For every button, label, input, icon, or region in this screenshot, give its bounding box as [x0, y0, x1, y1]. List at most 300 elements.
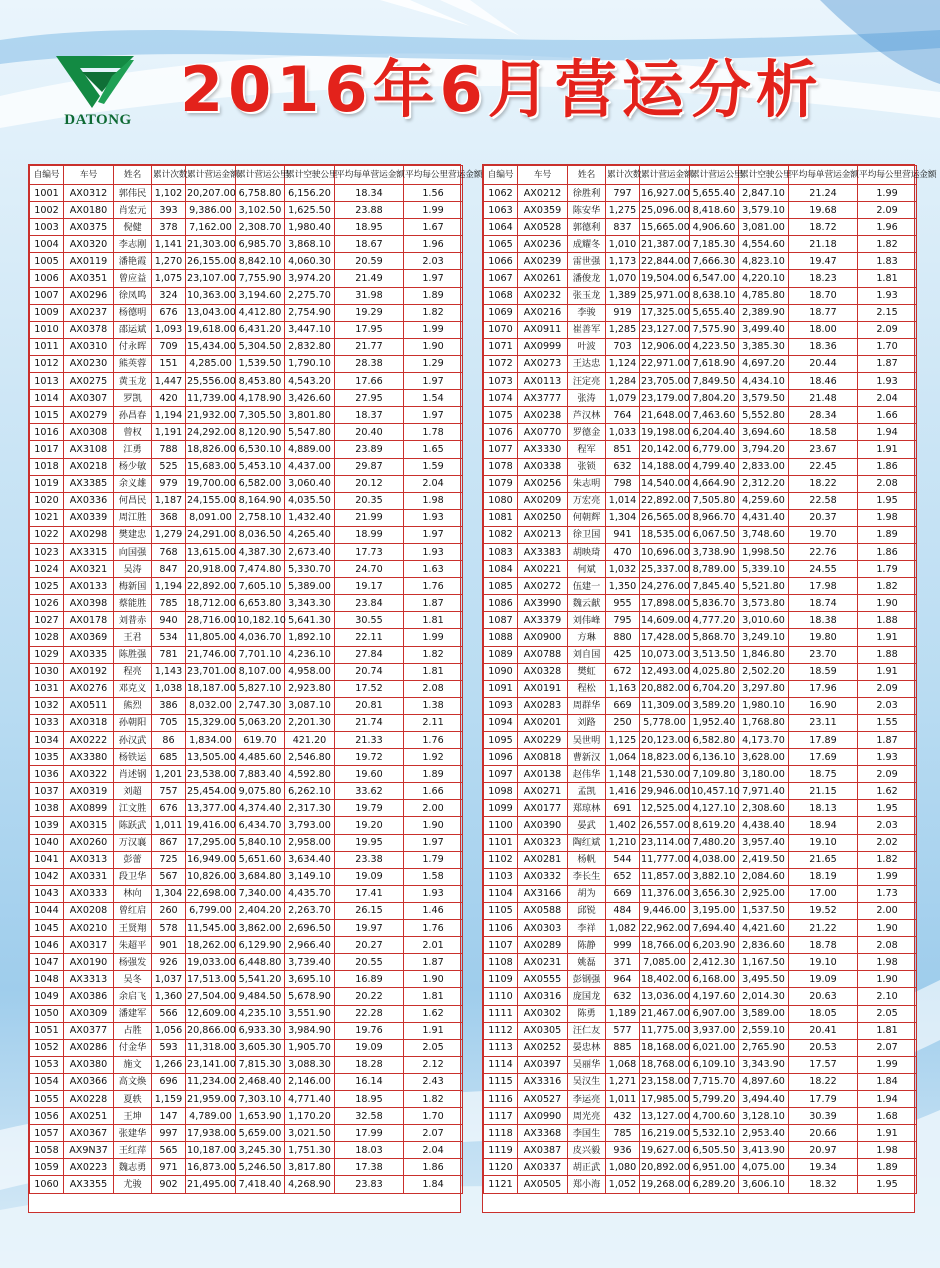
cell-trip-count: 1,194 [152, 407, 186, 424]
cell-car-no: AX0336 [64, 492, 114, 509]
cell-avg-per-km: 1.89 [404, 287, 463, 304]
cell-name: 罗凯 [114, 390, 152, 407]
cell-car-no: AX0286 [64, 1039, 114, 1056]
cell-id: 1120 [484, 1159, 518, 1176]
cell-empty-km: 2,754.90 [285, 304, 335, 321]
cell-avg-per-km: 1.82 [858, 578, 917, 595]
cell-empty-km: 5,678.90 [285, 988, 335, 1005]
cell-empty-km: 3,589.00 [739, 1005, 789, 1022]
cell-id: 1048 [30, 971, 64, 988]
cell-avg-per-trip: 23.11 [789, 714, 858, 731]
cell-avg-per-km: 1.82 [404, 646, 463, 663]
cell-avg-per-km: 1.84 [404, 1176, 463, 1193]
cell-revenue-km: 5,840.10 [236, 834, 285, 851]
cell-avg-per-trip: 17.98 [789, 578, 858, 595]
cell-revenue-total: 18,712.00 [186, 595, 236, 612]
cell-revenue-km: 4,197.60 [690, 988, 739, 1005]
cell-id: 1052 [30, 1039, 64, 1056]
cell-name: 陶红斌 [568, 834, 606, 851]
column-header-id: 自编号 [30, 166, 64, 185]
cell-avg-per-km: 1.91 [858, 1125, 917, 1142]
table-row [484, 902, 917, 919]
cell-empty-km: 1,432.40 [285, 509, 335, 526]
cell-avg-per-km: 2.10 [858, 988, 917, 1005]
cell-trip-count: 955 [606, 595, 640, 612]
column-header-revenue-total: 累计营运金额 [640, 166, 690, 185]
cell-revenue-total: 4,285.00 [186, 355, 236, 372]
cell-name: 肖述钢 [114, 766, 152, 783]
cell-revenue-total: 21,467.00 [640, 1005, 690, 1022]
cell-empty-km: 2,923.80 [285, 680, 335, 697]
cell-revenue-km: 1,653.90 [236, 1108, 285, 1125]
cell-avg-per-trip: 18.78 [789, 937, 858, 954]
cell-car-no: AX0303 [518, 920, 568, 937]
cell-revenue-total: 16,927.00 [640, 185, 690, 202]
cell-avg-per-km: 1.81 [404, 612, 463, 629]
cell-trip-count: 1,163 [606, 680, 640, 697]
cell-name: 徐胜利 [568, 185, 606, 202]
cell-empty-km: 4,431.40 [739, 509, 789, 526]
cell-revenue-total: 1,834.00 [186, 732, 236, 749]
cell-name: 曾应益 [114, 270, 152, 287]
cell-empty-km: 2,546.80 [285, 749, 335, 766]
cell-revenue-km: 8,966.70 [690, 509, 739, 526]
cell-revenue-total: 22,962.00 [640, 920, 690, 937]
table-row [30, 492, 463, 509]
table-row [484, 338, 917, 355]
cell-car-no: AX0191 [518, 680, 568, 697]
cell-revenue-km: 2,758.10 [236, 509, 285, 526]
cell-avg-per-km: 1.93 [858, 749, 917, 766]
cell-trip-count: 578 [152, 920, 186, 937]
cell-id: 1009 [30, 304, 64, 321]
cell-revenue-km: 2,747.30 [236, 697, 285, 714]
cell-car-no: AX0273 [518, 355, 568, 372]
cell-avg-per-km: 2.02 [858, 834, 917, 851]
cell-id: 1011 [30, 338, 64, 355]
cell-name: 梅新国 [114, 578, 152, 595]
cell-avg-per-trip: 19.10 [789, 834, 858, 851]
cell-revenue-km: 7,694.40 [690, 920, 739, 937]
table-row [30, 543, 463, 560]
table-row [30, 1056, 463, 1073]
cell-avg-per-km: 1.94 [858, 424, 917, 441]
cell-avg-per-trip: 19.20 [335, 817, 404, 834]
cell-empty-km: 3,984.90 [285, 1022, 335, 1039]
cell-car-no: AX0315 [64, 817, 114, 834]
cell-revenue-km: 6,021.00 [690, 1039, 739, 1056]
cell-car-no: AX3383 [518, 543, 568, 560]
cell-car-no: AX3316 [518, 1073, 568, 1090]
cell-revenue-km: 7,845.40 [690, 578, 739, 595]
cell-avg-per-km: 2.07 [404, 1125, 463, 1142]
cell-avg-per-km: 1.95 [858, 1176, 917, 1193]
cell-revenue-total: 19,198.00 [640, 424, 690, 441]
cell-name: 李国生 [568, 1125, 606, 1142]
cell-trip-count: 1,350 [606, 578, 640, 595]
table-row [30, 1108, 463, 1125]
cell-id: 1090 [484, 663, 518, 680]
table-row [30, 219, 463, 236]
cell-revenue-km: 5,827.10 [236, 680, 285, 697]
cell-revenue-km: 3,513.50 [690, 646, 739, 663]
cell-revenue-km: 3,656.30 [690, 885, 739, 902]
cell-id: 1108 [484, 954, 518, 971]
cell-trip-count: 652 [606, 868, 640, 885]
cell-revenue-total: 18,766.00 [640, 937, 690, 954]
cell-revenue-total: 19,033.00 [186, 954, 236, 971]
cell-avg-per-km: 1.99 [858, 185, 917, 202]
cell-car-no: AX0228 [64, 1090, 114, 1107]
cell-trip-count: 425 [606, 646, 640, 663]
cell-revenue-total: 6,799.00 [186, 902, 236, 919]
cell-avg-per-trip: 23.83 [335, 1176, 404, 1193]
cell-revenue-km: 7,109.80 [690, 766, 739, 783]
cell-trip-count: 867 [152, 834, 186, 851]
cell-avg-per-trip: 17.52 [335, 680, 404, 697]
cell-car-no: AX0328 [518, 663, 568, 680]
cell-avg-per-km: 2.08 [858, 937, 917, 954]
cell-avg-per-trip: 23.89 [335, 441, 404, 458]
cell-avg-per-km: 1.62 [404, 1005, 463, 1022]
cell-avg-per-trip: 18.67 [335, 236, 404, 253]
cell-id: 1070 [484, 321, 518, 338]
cell-empty-km: 5,330.70 [285, 561, 335, 578]
cell-trip-count: 1,141 [152, 236, 186, 253]
cell-empty-km: 3,060.40 [285, 475, 335, 492]
cell-name: 刘伟峰 [568, 612, 606, 629]
cell-id: 1067 [484, 270, 518, 287]
table-row [30, 1176, 463, 1193]
cell-name: 郑小海 [568, 1176, 606, 1193]
cell-revenue-km: 6,136.10 [690, 749, 739, 766]
cell-name: 王红萍 [114, 1142, 152, 1159]
cell-revenue-km: 3,195.00 [690, 902, 739, 919]
table-row [484, 1090, 917, 1107]
cell-trip-count: 86 [152, 732, 186, 749]
cell-avg-per-trip: 27.95 [335, 390, 404, 407]
cell-avg-per-km: 1.70 [404, 1108, 463, 1125]
table-row [484, 1056, 917, 1073]
cell-name: 成耀冬 [568, 236, 606, 253]
cell-trip-count: 371 [606, 954, 640, 971]
cell-revenue-km: 3,862.00 [236, 920, 285, 937]
cell-revenue-km: 6,067.50 [690, 526, 739, 543]
cell-name: 樊建忠 [114, 526, 152, 543]
cell-revenue-total: 7,162.00 [186, 219, 236, 236]
cell-car-no: AX0177 [518, 800, 568, 817]
cell-revenue-km: 10,457.10 [690, 783, 739, 800]
cell-id: 1065 [484, 236, 518, 253]
cell-id: 1040 [30, 834, 64, 851]
cell-car-no: AX0212 [518, 185, 568, 202]
cell-revenue-total: 18,262.00 [186, 937, 236, 954]
cell-revenue-total: 9,386.00 [186, 202, 236, 219]
cell-revenue-km: 3,245.30 [236, 1142, 285, 1159]
cell-avg-per-km: 1.93 [404, 509, 463, 526]
cell-id: 1051 [30, 1022, 64, 1039]
cell-avg-per-trip: 30.39 [789, 1108, 858, 1125]
cell-empty-km: 1,768.80 [739, 714, 789, 731]
cell-avg-per-km: 1.76 [404, 578, 463, 595]
cell-avg-per-trip: 19.72 [335, 749, 404, 766]
table-row [30, 321, 463, 338]
cell-revenue-km: 3,102.50 [236, 202, 285, 219]
cell-trip-count: 837 [606, 219, 640, 236]
cell-avg-per-km: 1.87 [404, 595, 463, 612]
cell-trip-count: 151 [152, 355, 186, 372]
cell-trip-count: 979 [152, 475, 186, 492]
cell-name: 魏云献 [568, 595, 606, 612]
cell-avg-per-km: 1.97 [404, 526, 463, 543]
cell-avg-per-km: 1.99 [404, 629, 463, 646]
cell-avg-per-trip: 18.03 [335, 1142, 404, 1159]
cell-id: 1089 [484, 646, 518, 663]
cell-id: 1050 [30, 1005, 64, 1022]
cell-car-no: AX0316 [518, 988, 568, 1005]
cell-avg-per-trip: 21.99 [335, 509, 404, 526]
table-row [484, 526, 917, 543]
cell-id: 1039 [30, 817, 64, 834]
cell-trip-count: 393 [152, 202, 186, 219]
table-row [484, 492, 917, 509]
table-row [484, 304, 917, 321]
cell-avg-per-km: 1.86 [404, 1159, 463, 1176]
cell-empty-km: 3,494.40 [739, 1090, 789, 1107]
cell-revenue-km: 5,868.70 [690, 629, 739, 646]
cell-trip-count: 1,082 [606, 920, 640, 937]
cell-trip-count: 764 [606, 407, 640, 424]
table-row [30, 663, 463, 680]
cell-avg-per-trip: 18.70 [789, 287, 858, 304]
cell-avg-per-km: 2.11 [404, 714, 463, 731]
cell-car-no: AX0380 [64, 1056, 114, 1073]
cell-revenue-km: 8,107.00 [236, 663, 285, 680]
cell-empty-km: 3,801.80 [285, 407, 335, 424]
cell-trip-count: 788 [152, 441, 186, 458]
cell-revenue-total: 16,873.00 [186, 1159, 236, 1176]
cell-name: 邵运斌 [114, 321, 152, 338]
cell-avg-per-trip: 22.45 [789, 458, 858, 475]
cell-revenue-km: 7,474.80 [236, 561, 285, 578]
cell-trip-count: 1,052 [606, 1176, 640, 1193]
cell-id: 1097 [484, 766, 518, 783]
cell-avg-per-km: 1.86 [858, 543, 917, 560]
cell-id: 1102 [484, 851, 518, 868]
cell-trip-count: 999 [606, 937, 640, 954]
table-row [30, 1142, 463, 1159]
cell-revenue-km: 5,304.50 [236, 338, 285, 355]
cell-empty-km: 4,437.00 [285, 458, 335, 475]
cell-avg-per-km: 1.93 [858, 287, 917, 304]
cell-trip-count: 1,038 [152, 680, 186, 697]
cell-avg-per-km: 1.86 [858, 458, 917, 475]
cell-avg-per-km: 1.91 [858, 441, 917, 458]
cell-avg-per-trip: 20.97 [789, 1142, 858, 1159]
cell-revenue-total: 19,504.00 [640, 270, 690, 287]
cell-id: 1082 [484, 526, 518, 543]
cell-name: 陈静 [568, 937, 606, 954]
cell-avg-per-km: 1.98 [404, 492, 463, 509]
cell-avg-per-trip: 31.98 [335, 287, 404, 304]
cell-name: 杨强发 [114, 954, 152, 971]
cell-avg-per-trip: 20.40 [335, 424, 404, 441]
cell-id: 1054 [30, 1073, 64, 1090]
cell-revenue-km: 3,194.60 [236, 287, 285, 304]
cell-empty-km: 1,790.10 [285, 355, 335, 372]
cell-trip-count: 378 [152, 219, 186, 236]
cell-trip-count: 1,191 [152, 424, 186, 441]
cell-car-no: AX0333 [64, 885, 114, 902]
cell-id: 1073 [484, 373, 518, 390]
cell-empty-km: 3,447.10 [285, 321, 335, 338]
cell-empty-km: 3,297.80 [739, 680, 789, 697]
cell-trip-count: 1,033 [606, 424, 640, 441]
cell-id: 1072 [484, 355, 518, 372]
column-header-trip-count: 累计次数 [152, 166, 186, 185]
cell-name: 吴冬 [114, 971, 152, 988]
cell-empty-km: 4,075.00 [739, 1159, 789, 1176]
cell-empty-km: 4,697.20 [739, 355, 789, 372]
cell-avg-per-km: 1.82 [404, 304, 463, 321]
cell-empty-km: 2,084.60 [739, 868, 789, 885]
cell-avg-per-trip: 18.37 [335, 407, 404, 424]
cell-empty-km: 4,265.40 [285, 526, 335, 543]
cell-revenue-km: 6,951.00 [690, 1159, 739, 1176]
cell-trip-count: 1,201 [152, 766, 186, 783]
table-row [30, 202, 463, 219]
cell-revenue-km: 5,655.40 [690, 304, 739, 321]
table-row [484, 185, 917, 202]
table-row [484, 441, 917, 458]
table-row [484, 202, 917, 219]
cell-avg-per-trip: 18.75 [789, 766, 858, 783]
cell-name: 崔善军 [568, 321, 606, 338]
column-header-name: 姓名 [114, 166, 152, 185]
column-header-revenue-total: 累计营运金额 [186, 166, 236, 185]
cell-avg-per-km: 1.87 [404, 954, 463, 971]
table-row [484, 509, 917, 526]
cell-revenue-total: 17,985.00 [640, 1090, 690, 1107]
cell-empty-km: 3,974.20 [285, 270, 335, 287]
cell-empty-km: 2,836.60 [739, 937, 789, 954]
cell-car-no: AX0238 [518, 407, 568, 424]
column-header-revenue-km: 累计营运公里 [690, 166, 739, 185]
table-row [30, 629, 463, 646]
cell-revenue-km: 6,582.00 [236, 475, 285, 492]
cell-car-no: AX0319 [64, 783, 114, 800]
cell-avg-per-km: 1.91 [858, 663, 917, 680]
cell-car-no: AX0321 [64, 561, 114, 578]
cell-avg-per-km: 1.55 [858, 714, 917, 731]
table-row [30, 458, 463, 475]
column-header-avg-per-km: 平均每公里营运金额 [404, 166, 463, 185]
cell-revenue-total: 16,219.00 [640, 1125, 690, 1142]
table-row [484, 766, 917, 783]
column-header-trip-count: 累计次数 [606, 166, 640, 185]
cell-name: 郑琼林 [568, 800, 606, 817]
cell-name: 李运亮 [568, 1090, 606, 1107]
column-header-avg-per-trip: 平均每单营运金额 [789, 166, 858, 185]
cell-car-no: AX0309 [64, 1005, 114, 1022]
cell-revenue-total: 24,292.00 [186, 424, 236, 441]
cell-car-no: AX0351 [64, 270, 114, 287]
table-row [30, 971, 463, 988]
cell-avg-per-km: 1.78 [404, 424, 463, 441]
cell-revenue-total: 26,557.00 [640, 817, 690, 834]
cell-empty-km: 2,966.40 [285, 937, 335, 954]
cell-id: 1038 [30, 800, 64, 817]
cell-car-no: AX0256 [518, 475, 568, 492]
cell-avg-per-km: 1.67 [404, 219, 463, 236]
cell-empty-km: 3,695.10 [285, 971, 335, 988]
cell-avg-per-trip: 19.76 [335, 1022, 404, 1039]
cell-revenue-km: 6,204.40 [690, 424, 739, 441]
cell-id: 1085 [484, 578, 518, 595]
cell-car-no: AX3777 [518, 390, 568, 407]
table-row [484, 749, 917, 766]
cell-empty-km: 3,794.20 [739, 441, 789, 458]
cell-id: 1018 [30, 458, 64, 475]
cell-revenue-km: 8,164.90 [236, 492, 285, 509]
cell-avg-per-trip: 18.23 [789, 270, 858, 287]
cell-car-no: AX0138 [518, 766, 568, 783]
cell-id: 1021 [30, 509, 64, 526]
cell-name: 尤骏 [114, 1176, 152, 1193]
cell-trip-count: 676 [152, 800, 186, 817]
table-row [30, 355, 463, 372]
cell-name: 吴汉生 [568, 1073, 606, 1090]
cell-empty-km: 3,628.00 [739, 749, 789, 766]
cell-revenue-km: 9,075.80 [236, 783, 285, 800]
table-row [30, 287, 463, 304]
cell-car-no: AX0386 [64, 988, 114, 1005]
cell-id: 1080 [484, 492, 518, 509]
table-row [30, 937, 463, 954]
cell-trip-count: 936 [606, 1142, 640, 1159]
cell-empty-km: 3,081.00 [739, 219, 789, 236]
cell-avg-per-trip: 20.44 [789, 355, 858, 372]
cell-empty-km: 1,537.50 [739, 902, 789, 919]
cell-trip-count: 940 [152, 612, 186, 629]
cell-avg-per-trip: 20.53 [789, 1039, 858, 1056]
table-row [484, 885, 917, 902]
cell-avg-per-km: 1.99 [404, 202, 463, 219]
cell-revenue-total: 13,043.00 [186, 304, 236, 321]
cell-car-no: AX0283 [518, 697, 568, 714]
table-row [30, 338, 463, 355]
cell-revenue-km: 1,539.50 [236, 355, 285, 372]
cell-trip-count: 1,011 [606, 1090, 640, 1107]
cell-revenue-km: 5,836.70 [690, 595, 739, 612]
cell-trip-count: 685 [152, 749, 186, 766]
cell-empty-km: 4,259.60 [739, 492, 789, 509]
cell-empty-km: 2,958.00 [285, 834, 335, 851]
cell-avg-per-km: 1.88 [858, 612, 917, 629]
cell-revenue-total: 18,826.00 [186, 441, 236, 458]
cell-name: 李骏 [568, 304, 606, 321]
cell-empty-km: 2,146.00 [285, 1073, 335, 1090]
cell-avg-per-km: 1.94 [858, 1090, 917, 1107]
cell-revenue-total: 13,036.00 [640, 988, 690, 1005]
cell-empty-km: 3,957.40 [739, 834, 789, 851]
cell-avg-per-trip: 22.11 [335, 629, 404, 646]
table-panel-right [482, 164, 937, 1213]
cell-trip-count: 484 [606, 902, 640, 919]
cell-name: 叶波 [568, 338, 606, 355]
cell-avg-per-trip: 19.09 [335, 868, 404, 885]
cell-trip-count: 534 [152, 629, 186, 646]
